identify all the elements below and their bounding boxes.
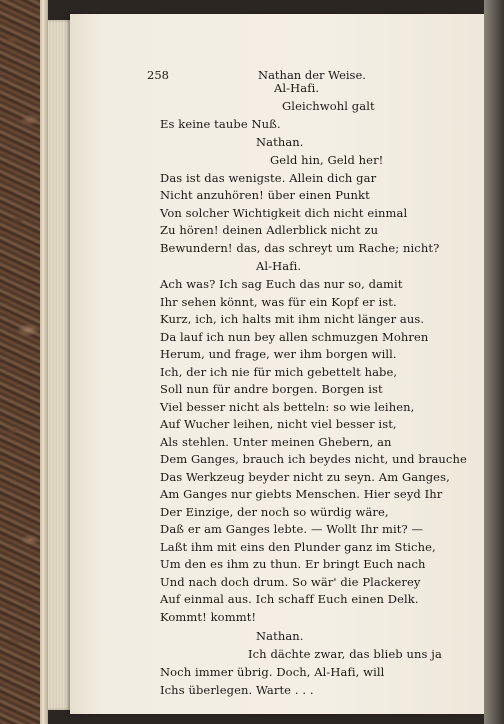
text-line: Nicht anzuhören! über einen Punkt (160, 188, 370, 202)
page-number: 258 (147, 68, 169, 82)
text-line: Herum, und frage, wer ihm borgen will. (160, 347, 397, 361)
text-line: Gleichwohl galt (282, 99, 375, 113)
text-line: Das Werkzeug beyder nicht zu seyn. Am Ganges, (160, 470, 450, 484)
text-line: Von solcher Wichtigkeit dich nicht einmal (160, 206, 408, 220)
text-line: Ich, der ich nie für mich gebettelt habe, (160, 365, 398, 379)
cover-edge (40, 0, 48, 724)
page-edges (48, 20, 72, 710)
text-line: Geld hin, Geld her! (270, 153, 384, 167)
text-line: Bewundern! das, das schreyt um Rache; nicht? (160, 241, 440, 255)
text-line: Al-Hafi. (274, 81, 320, 95)
text-line: Noch immer übrig. Doch, Al-Hafi, will (160, 665, 385, 679)
text-line: Um den es ihm zu thun. Er bringt Euch nach (160, 557, 426, 571)
text-line: Laßt ihm mit eins den Plunder ganz im Stiche, (160, 540, 436, 554)
text-line: Dem Ganges, brauch ich beydes nicht, und brauche (160, 452, 467, 466)
text-line: Der Einzige, der noch so würdig wäre, (160, 505, 389, 519)
text-line: Da lauf ich nun bey allen schmuzgen Mohren (160, 330, 429, 344)
text-line: Al-Hafi. (256, 259, 302, 273)
text-line: Soll nun für andre borgen. Borgen ist (160, 382, 383, 396)
text-line: Daß er am Ganges lebte. — Wollt Ihr mit? — (160, 522, 424, 536)
page-shadow (484, 0, 504, 724)
text-line: Es keine taube Nuß. (160, 117, 281, 131)
text-line: Auf einmal aus. Ich schaff Euch einen Delk. (160, 592, 419, 606)
text-line: Ichs überlegen. Warte . . . (160, 683, 314, 697)
text-line: Viel besser nicht als betteln: so wie leihen, (160, 400, 415, 414)
text-line: Nathan. (256, 135, 304, 149)
text-line: Kurz, ich, ich halts mit ihm nicht länger aus. (160, 312, 425, 326)
text-line: Zu hören! deinen Adlerblick nicht zu (160, 223, 379, 237)
text-line: Und nach doch drum. So wär' die Plackerey (160, 575, 421, 589)
text-line: Das ist das wenigste. Allein dich gar (160, 171, 377, 185)
text-line: Ach was? Ich sag Euch das nur so, damit (160, 277, 403, 291)
text-line: Nathan. (256, 629, 304, 643)
text-line: Auf Wucher leihen, nicht viel besser ist, (160, 417, 397, 431)
text-line: Ihr sehen könnt, was für ein Kopf er ist. (160, 295, 397, 309)
text-line: Am Ganges nur giebts Menschen. Hier seyd Ihr (160, 487, 443, 501)
running-head: Nathan der Weise. (258, 68, 366, 82)
text-line: Als stehlen. Unter meinen Ghebern, an (160, 435, 392, 449)
text-line: Kommt! kommt! (160, 610, 257, 624)
text-line: Ich dächte zwar, das blieb uns ja (248, 647, 442, 661)
